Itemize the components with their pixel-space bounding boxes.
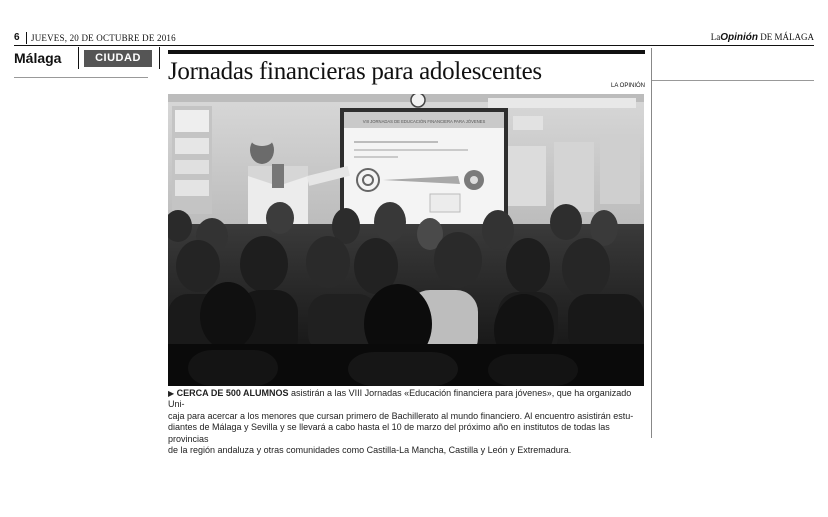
caption-marker-icon: ▶ [168,389,175,398]
section-divider-right [159,47,160,69]
photo-caption [168,388,644,456]
page-header [14,32,814,46]
section-rule [14,77,148,78]
caption-line-3: diantes de Málaga y Sevilla y se llevará a cabo hasta el 10 de marzo del próximo año en institutos de todas las provincias [168,422,610,444]
caption-line-2: caja para acercar a los menores que cursan primero de Bachillerato al mundo financiero. Al encuentro asistirán estu- [168,410,634,421]
section-city: Málaga [14,50,62,66]
brand-suffix: DE MÁLAGA [760,32,814,42]
slide-title: VIII JORNADAS DE EDUCACIÓN FINANCIERA PARA JÓVENES [362,119,486,124]
header-rule [14,45,814,46]
section-tag: CIUDAD [84,50,152,67]
headline: Jornadas financieras para adolescentes [168,58,542,85]
right-column-rule [652,80,814,81]
page-number: 6 [14,32,20,43]
photo-credit: LA OPINIÓN [610,83,645,89]
caption-line-4: de la región andaluza y otras comunidades como Castilla-La Mancha, Castilla y León y Extremadura. [168,445,572,456]
header-divider [26,32,27,44]
brand-name: Opinión [720,32,758,43]
section-divider [78,47,79,69]
caption-lead: CERCA DE 500 ALUMNOS [176,388,289,398]
article-photo [168,94,644,386]
headline-rule [168,50,645,54]
newspaper-brand [711,32,814,43]
brand-prefix: La [710,32,721,42]
issue-date: JUEVES, 20 DE OCTUBRE DE 2016 [31,33,176,43]
caption-line-1: asistirán a las VIII Jornadas «Educación financiera para jóvenes», que ha organizado Uni- [168,388,632,410]
column-divider [651,48,652,438]
